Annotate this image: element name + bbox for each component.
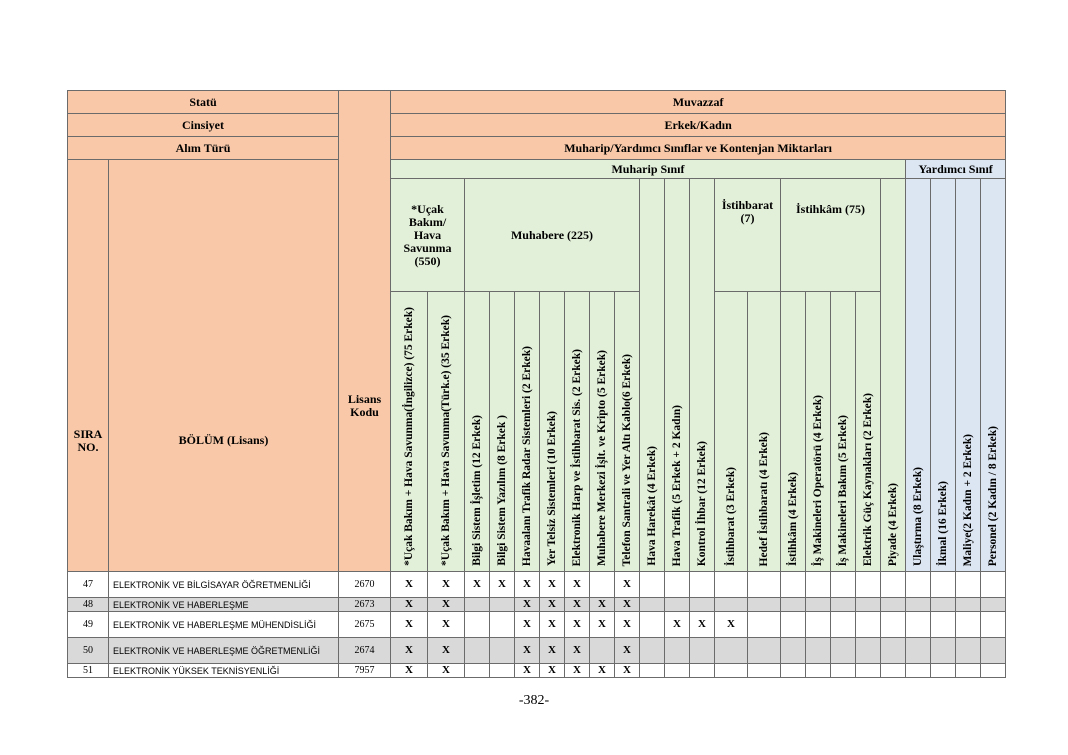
mark-cell (665, 664, 690, 678)
mark-cell (906, 664, 931, 678)
mark-cell (881, 572, 906, 598)
mark-cell: X (465, 572, 490, 598)
group-istihkam: İstihkâm (75) (781, 179, 881, 292)
lisans-kodu-header: Lisans Kodu (339, 91, 391, 572)
cinsiyet-label: Cinsiyet (68, 114, 339, 137)
col-header: Kontrol İhbar (12 Erkek) (690, 179, 715, 572)
page-number: -382- (518, 693, 550, 708)
sira-cell: 49 (68, 612, 109, 638)
kod-cell: 2673 (339, 598, 391, 612)
mark-cell (981, 572, 1006, 598)
mark-cell (806, 598, 831, 612)
mark-cell (640, 638, 665, 664)
mark-cell (490, 664, 515, 678)
mark-cell (748, 612, 781, 638)
col-header: İstihbarat (3 Erkek) (715, 292, 748, 572)
col-header: Elektrik Güç Kaynakları (2 Erkek) (856, 292, 881, 572)
mark-cell (831, 572, 856, 598)
mark-cell (981, 638, 1006, 664)
group-ucak-bakim: *Uçak Bakım/ Hava Savunma (550) (391, 179, 465, 292)
mark-cell (931, 572, 956, 598)
bolum-cell: ELEKTRONİK VE BİLGİSAYAR ÖĞRETMENLİĞİ (109, 572, 339, 598)
mark-cell: X (615, 598, 640, 612)
mark-cell: X (590, 664, 615, 678)
mark-cell (748, 638, 781, 664)
mark-cell (931, 598, 956, 612)
table-row (68, 612, 1006, 638)
mark-cell (956, 612, 981, 638)
group-istihbarat: İstihbarat (7) (715, 179, 781, 292)
mark-cell: X (428, 612, 465, 638)
alim-turu-label: Alım Türü (68, 137, 339, 160)
mark-cell (690, 598, 715, 612)
mark-cell (590, 638, 615, 664)
mark-cell (781, 572, 806, 598)
mark-cell (906, 638, 931, 664)
col-header: *Uçak Bakım + Hava Savunma(Türk.e) (35 Erkek) (428, 292, 465, 572)
sira-no-header: SIRA NO. (68, 160, 109, 572)
mark-cell (465, 664, 490, 678)
col-header: Piyade (4 Erkek) (881, 179, 906, 572)
mark-cell (956, 572, 981, 598)
mark-cell (881, 612, 906, 638)
mark-cell (881, 638, 906, 664)
mark-cell: X (490, 572, 515, 598)
mark-cell: X (590, 612, 615, 638)
bolum-header: BÖLÜM (Lisans) (109, 160, 339, 572)
mark-cell (590, 572, 615, 598)
mark-cell (831, 638, 856, 664)
col-header: Hava Trafik (5 Erkek + 2 Kadın) (665, 179, 690, 572)
mark-cell (748, 572, 781, 598)
mark-cell (715, 664, 748, 678)
col-header: Hedef İstihbaratı (4 Erkek) (748, 292, 781, 572)
mark-cell: X (515, 598, 540, 612)
col-header: Elektronik Harp ve İstihbarat Sis. (2 Erkek) (565, 292, 590, 572)
yardimci-sinif-header: Yardımcı Sınıf (906, 160, 1006, 179)
mark-cell (748, 664, 781, 678)
mark-cell (981, 612, 1006, 638)
mark-cell: X (690, 612, 715, 638)
col-header: Personel (2 Kadın / 8 Erkek) (981, 179, 1006, 572)
col-header: İş Makineleri Operatörü (4 Erkek) (806, 292, 831, 572)
sira-cell: 48 (68, 598, 109, 612)
mark-cell (465, 612, 490, 638)
mark-cell: X (565, 664, 590, 678)
mark-cell: X (515, 638, 540, 664)
mark-cell: X (540, 638, 565, 664)
col-header: İstihkâm (4 Erkek) (781, 292, 806, 572)
mark-cell: X (428, 664, 465, 678)
mark-cell: X (565, 612, 590, 638)
bolum-cell: ELEKTRONİK VE HABERLEŞME (109, 598, 339, 612)
bolum-cell: ELEKTRONİK VE HABERLEŞME ÖĞRETMENLİĞİ (109, 638, 339, 664)
mark-cell: X (565, 572, 590, 598)
mark-cell: X (428, 598, 465, 612)
mark-cell (906, 598, 931, 612)
mark-cell (665, 638, 690, 664)
mark-cell (490, 612, 515, 638)
sira-cell: 51 (68, 664, 109, 678)
mark-cell (856, 598, 881, 612)
mark-cell (640, 612, 665, 638)
table-row (68, 598, 1006, 612)
mark-cell: X (615, 638, 640, 664)
kod-cell: 7957 (339, 664, 391, 678)
mark-cell (831, 612, 856, 638)
col-header: Telefon Santrali ve Yer Altı Kablo(6 Erkek) (615, 292, 640, 572)
mark-cell (781, 638, 806, 664)
muharip-sinif-header: Muharip Sınıf (391, 160, 906, 179)
sira-cell: 50 (68, 638, 109, 664)
mark-cell (806, 664, 831, 678)
statu-row (68, 91, 1006, 114)
kod-cell: 2670 (339, 572, 391, 598)
group-muhabere: Muhabere (225) (465, 179, 640, 292)
col-header: İş Makineleri Bakım (5 Erkek) (831, 292, 856, 572)
mark-cell (715, 598, 748, 612)
mark-cell: X (428, 638, 465, 664)
col-header: Havaalanı Trafik Radar Sistemleri (2 Erkek) (515, 292, 540, 572)
cinsiyet-row (68, 114, 1006, 137)
mark-cell: X (665, 612, 690, 638)
mark-cell (956, 638, 981, 664)
statu-label: Statü (68, 91, 339, 114)
mark-cell: X (391, 572, 428, 598)
mark-cell: X (590, 598, 615, 612)
mark-cell (806, 612, 831, 638)
mark-cell: X (515, 664, 540, 678)
mark-cell (831, 598, 856, 612)
mark-cell (856, 612, 881, 638)
mark-cell (956, 598, 981, 612)
alim-turu-value: Muharip/Yardımcı Sınıflar ve Kontenjan Miktarları (391, 137, 1006, 160)
col-header: İkmal (16 Erkek) (931, 179, 956, 572)
table-row (68, 638, 1006, 664)
mark-cell (640, 572, 665, 598)
col-header: Muhabere Merkezi İşlt. ve Kripto (5 Erkek) (590, 292, 615, 572)
mark-cell (806, 638, 831, 664)
mark-cell (956, 664, 981, 678)
mark-cell (640, 598, 665, 612)
sira-cell: 47 (68, 572, 109, 598)
col-header: *Uçak Bakım + Hava Savunma(İngilizce) (75 Erkek) (391, 292, 428, 572)
mark-cell (690, 664, 715, 678)
mark-cell (931, 664, 956, 678)
class-row (68, 160, 1006, 179)
statu-value: Muvazzaf (391, 91, 1006, 114)
mark-cell (690, 638, 715, 664)
bolum-cell: ELEKTRONİK VE HABERLEŞME MÜHENDİSLİĞİ (109, 612, 339, 638)
mark-cell: X (391, 598, 428, 612)
mark-cell: X (391, 612, 428, 638)
bolum-cell: ELEKTRONİK YÜKSEK TEKNİSYENLİĞİ (109, 664, 339, 678)
mark-cell (881, 664, 906, 678)
mark-cell (781, 664, 806, 678)
mark-cell (690, 572, 715, 598)
mark-cell: X (515, 572, 540, 598)
mark-cell: X (540, 612, 565, 638)
mark-cell (715, 638, 748, 664)
table-row (68, 664, 1006, 678)
mark-cell (806, 572, 831, 598)
col-header: Hava Harekât (4 Erkek) (640, 179, 665, 572)
mark-cell: X (540, 598, 565, 612)
mark-cell: X (428, 572, 465, 598)
mark-cell (665, 572, 690, 598)
mark-cell (490, 638, 515, 664)
mark-cell: X (565, 638, 590, 664)
cinsiyet-value: Erkek/Kadın (391, 114, 1006, 137)
mark-cell: X (615, 572, 640, 598)
mark-cell (781, 612, 806, 638)
table-row (68, 572, 1006, 598)
quota-table (67, 90, 1006, 678)
mark-cell (931, 638, 956, 664)
kod-cell: 2675 (339, 612, 391, 638)
mark-cell (981, 598, 1006, 612)
mark-cell (906, 572, 931, 598)
col-header: Bilgi Sistem İşletim (12 Erkek) (465, 292, 490, 572)
kod-cell: 2674 (339, 638, 391, 664)
mark-cell: X (615, 664, 640, 678)
mark-cell (856, 638, 881, 664)
mark-cell (906, 612, 931, 638)
mark-cell (640, 664, 665, 678)
mark-cell (931, 612, 956, 638)
mark-cell: X (615, 612, 640, 638)
alim-turu-row (68, 137, 1006, 160)
mark-cell: X (515, 612, 540, 638)
col-header: Yer Telsiz Sistemleri (10 Erkek) (540, 292, 565, 572)
col-header: Ulaştırma (8 Erkek) (906, 179, 931, 572)
mark-cell (981, 664, 1006, 678)
mark-cell (490, 598, 515, 612)
mark-cell (748, 598, 781, 612)
mark-cell (465, 598, 490, 612)
mark-cell (665, 598, 690, 612)
mark-cell (781, 598, 806, 612)
mark-cell (881, 598, 906, 612)
mark-cell (465, 638, 490, 664)
mark-cell (856, 572, 881, 598)
mark-cell: X (391, 664, 428, 678)
col-header: Bilgi Sistem Yazılım (8 Erkek ) (490, 292, 515, 572)
mark-cell (715, 572, 748, 598)
mark-cell (831, 664, 856, 678)
col-header: Maliye(2 Kadın + 2 Erkek) (956, 179, 981, 572)
mark-cell (856, 664, 881, 678)
mark-cell: X (715, 612, 748, 638)
mark-cell: X (540, 664, 565, 678)
mark-cell: X (540, 572, 565, 598)
mark-cell: X (391, 638, 428, 664)
mark-cell: X (565, 598, 590, 612)
